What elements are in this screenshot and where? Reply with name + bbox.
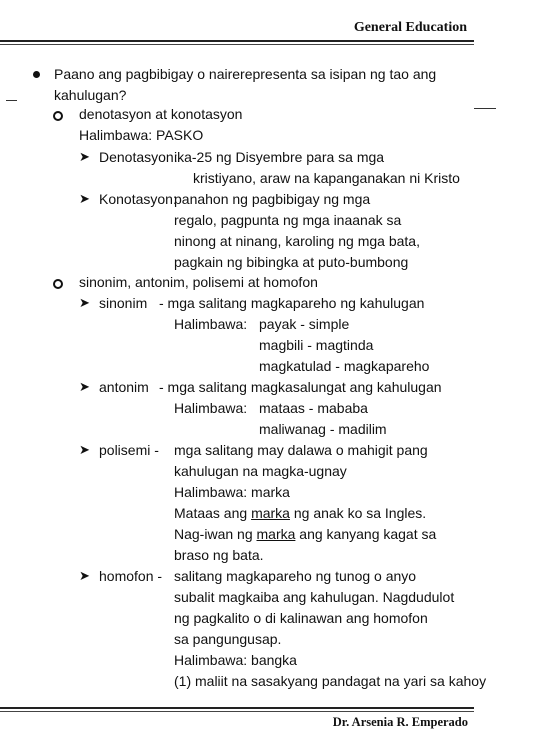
example-value: maliwanag - madilim: [259, 421, 387, 437]
arrow-bullet-icon: ➤: [79, 442, 90, 457]
example-value: magbili - magtinda: [259, 337, 374, 353]
definition-line: - mga salitang magkapareho ng kahulugan: [159, 295, 425, 311]
footer-rule-secondary: [0, 711, 474, 712]
definition-line: mga salitang may dalawa o mahigit pang: [174, 442, 428, 458]
question-line-2: kahulugan?: [54, 87, 127, 103]
definition-line: ng pagkalito o di kalinawan ang homofon: [174, 610, 428, 626]
sentence-text: ng anak ko sa Ingles.: [289, 505, 427, 521]
underlined-word: marka: [251, 505, 290, 521]
header-rule: [0, 40, 474, 42]
question-line-1: Paano ang pagbibigay o nairerepresenta sa isipan ng tao ang: [54, 66, 437, 82]
example-line: Halimbawa: PASKO: [79, 127, 204, 143]
margin-mark: [474, 108, 496, 109]
definition-line: - mga salitang magkasalungat ang kahulugan: [159, 379, 442, 395]
example-sentence: [174, 524, 436, 544]
definition-line: pagkain ng bibingka at puto-bumbong: [174, 254, 409, 270]
definition-line: panahon ng pagbibigay ng mga: [174, 191, 371, 207]
term-label: antonim: [99, 379, 149, 395]
section-title: sinonim, antonim, polisemi at homofon: [79, 274, 318, 290]
example-value: payak - simple: [259, 316, 350, 332]
example-line: (1) maliit na sasakyang pandagat na yari sa kahoy: [174, 673, 487, 689]
definition-line: sa pangungusap.: [174, 631, 282, 647]
definition-line: kristiyano, araw na kapanganakan ni Kristo: [193, 170, 460, 186]
sentence-text: Mataas ang: [174, 505, 252, 521]
definition-line: ika-25 ng Disyembre para sa mga: [174, 149, 385, 165]
margin-mark: [6, 100, 17, 101]
example-sentence: [174, 503, 426, 523]
arrow-bullet-icon: ➤: [79, 379, 90, 394]
example-label: Halimbawa:: [174, 400, 248, 416]
header-rule-secondary: [0, 44, 474, 45]
term-label: Konotasyon:: [99, 191, 177, 207]
definition-line: salitang magkapareho ng tunog o anyo: [174, 568, 417, 584]
example-value: magkatulad - magkapareho: [259, 358, 430, 374]
arrow-bullet-icon: ➤: [79, 568, 90, 583]
definition-line: kahulugan na magka-ugnay: [174, 463, 347, 479]
sentence-text: ang kanyang kagat sa: [295, 526, 437, 542]
term-label: polisemi -: [99, 442, 159, 458]
underlined-word: marka: [256, 526, 296, 542]
example-value: mataas - mababa: [259, 400, 368, 416]
example-line: Halimbawa: bangka: [174, 652, 297, 668]
footer-author: Dr. Arsenia R. Emperado: [332, 715, 468, 729]
definition-line: subalit magkaiba ang kahulugan. Nagdudulot: [174, 589, 455, 605]
arrow-bullet-icon: ➤: [79, 191, 90, 206]
sentence-text: Nag-iwan ng: [174, 526, 257, 542]
definition-line: ninong at ninang, karoling ng mga bata,: [174, 233, 420, 249]
definition-line: regalo, pagpunta ng mga inaanak sa: [174, 212, 402, 228]
main-bullet-dot: [33, 71, 40, 78]
example-label: Halimbawa:: [174, 316, 248, 332]
sub-bullet-ring: [53, 111, 63, 121]
example-line: Halimbawa: marka: [174, 484, 290, 500]
arrow-bullet-icon: ➤: [79, 149, 90, 164]
footer-rule: [0, 707, 474, 709]
sub-bullet-ring: [53, 279, 63, 289]
arrow-bullet-icon: ➤: [79, 295, 90, 310]
section-title: denotasyon at konotasyon: [79, 106, 243, 122]
page-header-title: General Education: [353, 20, 467, 35]
term-label: sinonim: [99, 295, 148, 311]
example-sentence: braso ng bata.: [174, 547, 264, 563]
term-label: homofon -: [99, 568, 163, 584]
term-label: Denotasyon:: [99, 149, 178, 165]
